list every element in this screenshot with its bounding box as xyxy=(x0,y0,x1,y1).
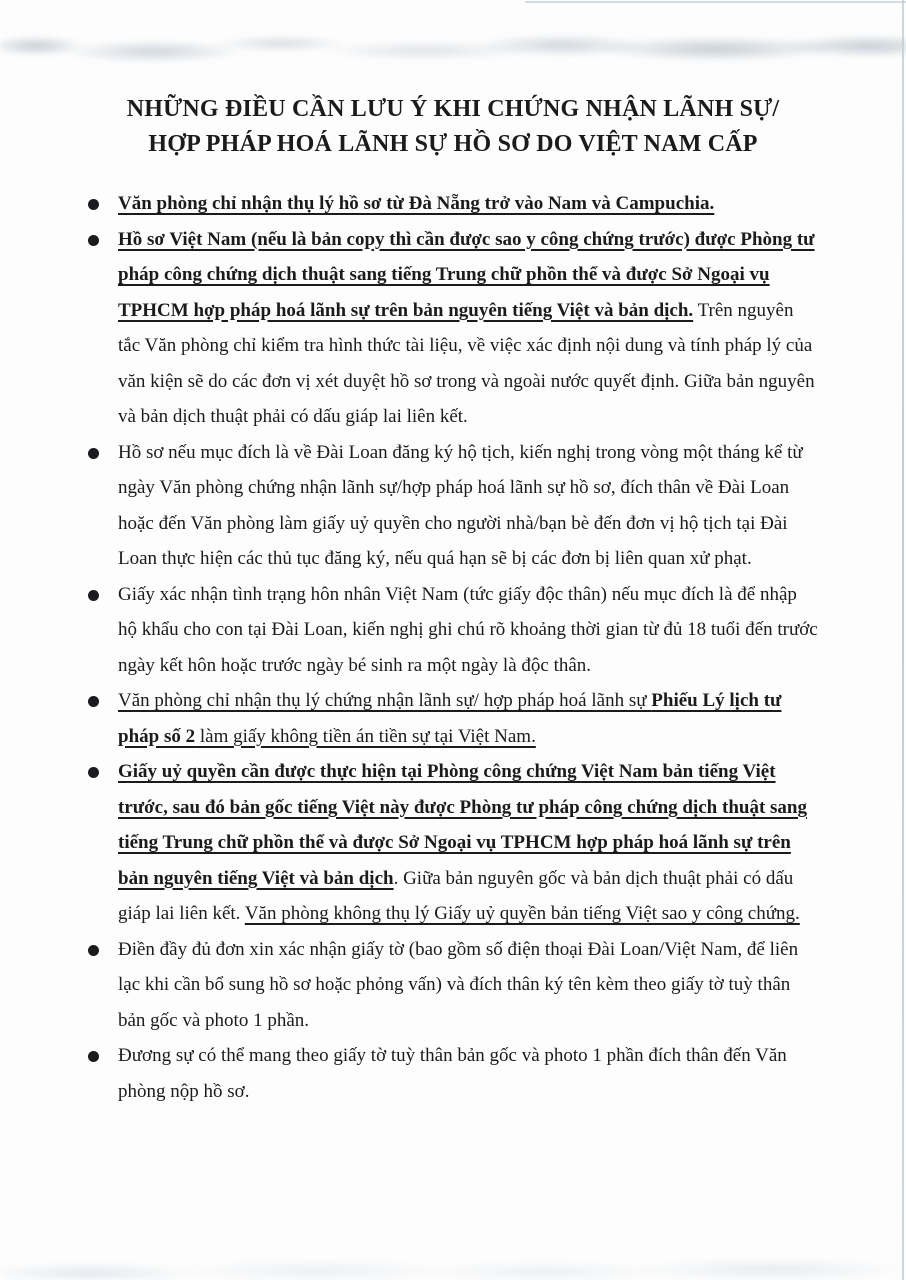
text-segment: làm giấy không tiền án tiền sự tại Việt Nam. xyxy=(195,725,536,747)
scan-smudge-top xyxy=(0,26,906,70)
page-title xyxy=(60,92,846,162)
text-segment: Giấy xác nhận tình trạng hôn nhân Việt Nam (tức giấy độc thân) nếu mục đích là để nhập hộ khẩu cho con tại Đài Loan, kiến nghị ghi chú rõ khoảng thời gian từ đủ 18 tuổi đến trước ngày kết hôn hoặc trước ngày bé sinh ra một ngày là độc thân. xyxy=(118,583,818,676)
page-title-line1: NHỮNG ĐIỀU CẦN LƯU Ý KHI CHỨNG NHẬN LÃNH SỰ/ xyxy=(126,96,780,122)
list-item xyxy=(88,222,818,435)
list-item xyxy=(88,754,818,932)
bullet-icon xyxy=(88,1051,99,1062)
bullet-icon xyxy=(88,235,99,246)
bullet-icon xyxy=(88,696,99,707)
text-segment: Điền đầy đủ đơn xin xác nhận giấy tờ (bao gồm số điện thoại Đài Loan/Việt Nam, để liên lạc khi cần bổ sung hồ sơ hoặc phỏng vấn) và đích thân ký tên kèm theo giấy tờ tuỳ thân bản gốc và photo 1 phần. xyxy=(118,938,799,1031)
list-item xyxy=(88,1038,818,1109)
scan-edge-top-line xyxy=(525,1,906,3)
bullet-icon xyxy=(88,945,99,956)
scan-smudge-bottom xyxy=(0,1234,906,1280)
scan-edge-right-line xyxy=(902,0,904,1280)
text-segment: Văn phòng không thụ lý Giấy uỷ quyền bản tiếng Việt sao y công chứng. xyxy=(244,903,800,924)
bullet-icon xyxy=(88,448,99,459)
list-item xyxy=(88,683,818,754)
text-segment: Hồ sơ Việt Nam (nếu là bản copy thì cần được sao y công chứng trước) được Phòng tư pháp công chứng dịch thuật sang tiếng Trung chữ phồn thể và được Sở Ngoại vụ TPHCM hợp pháp hoá lãnh sự trên bản nguyên tiếng Việt và bản dịch. xyxy=(118,228,815,321)
text-segment: Phiếu Lý lịch tư pháp số 2 xyxy=(118,690,782,747)
bullet-icon xyxy=(88,767,99,778)
list-item xyxy=(88,932,818,1039)
text-segment: Trên nguyên tắc Văn phòng chỉ kiểm tra hình thức tài liệu, về việc xác định nội dung và tính pháp lý của văn kiện sẽ do các đơn vị xét duyệt hồ sơ trong và ngoài nước quyết định. Giữa bản nguyên và bản dịch thuật phải có dấu giáp lai liên kết. xyxy=(118,299,815,427)
text-segment: Đương sự có thể mang theo giấy tờ tuỳ thân bản gốc và photo 1 phần đích thân đến Văn phòng nộp hồ sơ. xyxy=(118,1045,787,1102)
list-item xyxy=(88,186,818,222)
bullet-icon xyxy=(88,199,99,210)
text-segment: Văn phòng chỉ nhận thụ lý hồ sơ từ Đà Nẵng trở vào Nam và Campuchia. xyxy=(118,193,715,214)
text-segment: . Giữa bản nguyên gốc và bản dịch thuật phải có dấu giáp lai liên kết. xyxy=(118,867,794,924)
page-title-line2: HỢP PHÁP HOÁ LÃNH SỰ HỒ SƠ DO VIỆT NAM CẤP xyxy=(148,131,758,157)
text-segment: Hồ sơ nếu mục đích là về Đài Loan đăng ký hộ tịch, kiến nghị trong vòng một tháng kể từ ngày Văn phòng chứng nhận lãnh sự/hợp pháp hoá lãnh sự hồ sơ, đích thân về Đài Loan hoặc đến Văn phòng làm giấy uỷ quyền cho người nhà/bạn bè đến đơn vị hộ tịch tại Đài Loan thực hiện các thủ tục đăng ký, nếu quá hạn sẽ bị các đơn bị liên quan xử phạt. xyxy=(118,441,803,569)
list-item xyxy=(88,435,818,577)
text-segment: Văn phòng chỉ nhận thụ lý chứng nhận lãnh sự/ hợp pháp hoá lãnh sự xyxy=(118,690,652,711)
text-segment: Giấy uỷ quyền cần được thực hiện tại Phòng công chứng Việt Nam bản tiếng Việt trước, sau đó bản gốc tiếng Việt này được Phòng tư pháp công chứng dịch thuật sang tiếng Trung chữ phồn thể và được Sở Ngoại vụ TPHCM hợp pháp hoá lãnh sự trên bản nguyên tiếng Việt và bản dịch xyxy=(118,761,808,889)
bullet-list xyxy=(88,186,818,1109)
bullet-icon xyxy=(88,590,99,601)
list-item xyxy=(88,577,818,684)
